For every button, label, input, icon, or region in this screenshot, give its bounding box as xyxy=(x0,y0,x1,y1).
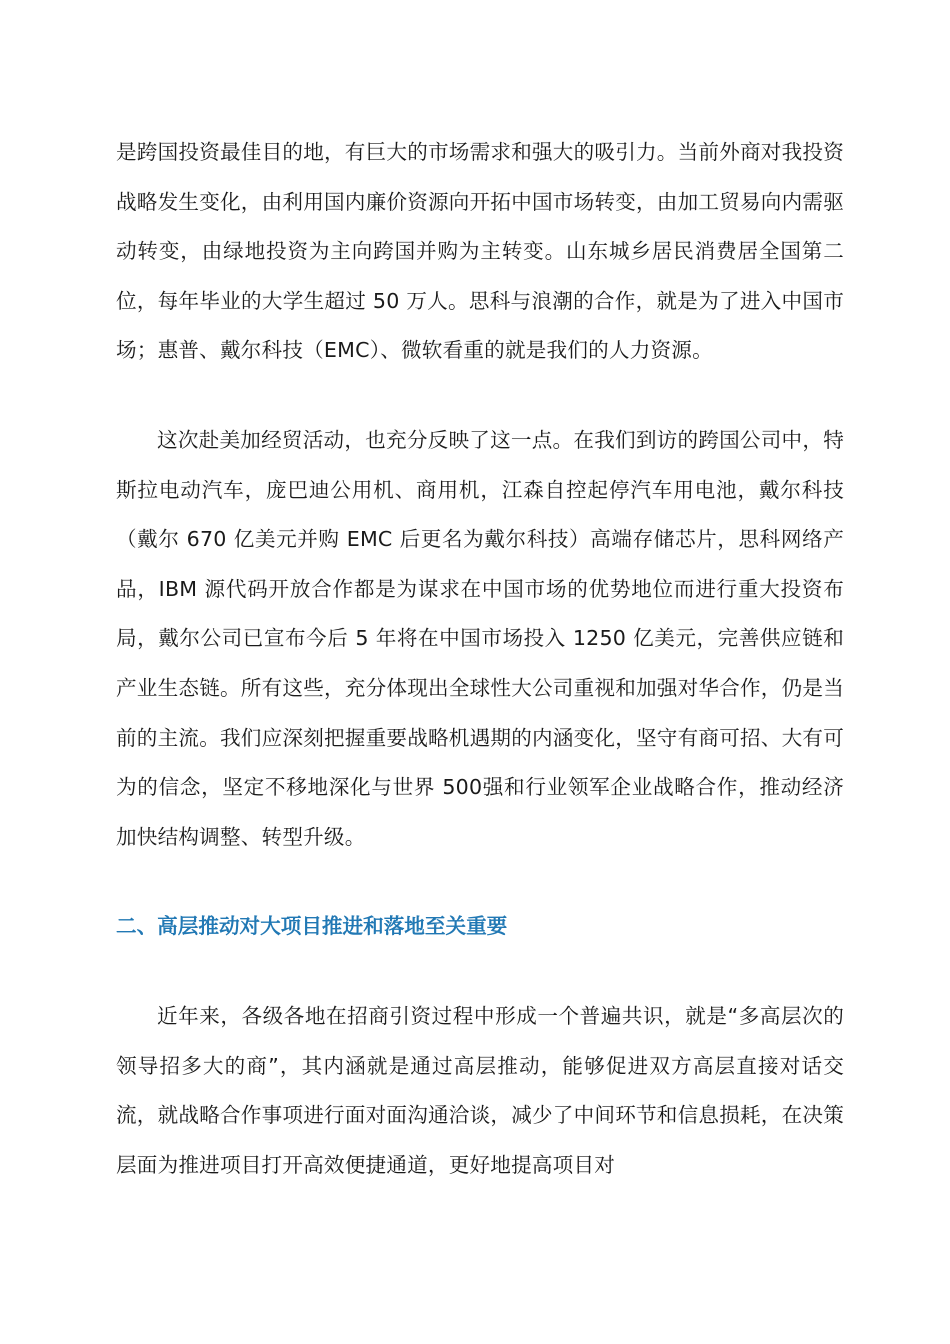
paragraph-gap xyxy=(116,952,844,992)
document-body xyxy=(116,128,844,1190)
paragraph-3: 近年来，各级各地在招商引资过程中形成一个普遍共识，就是“多高层次的领导招多大的商”，其内涵就是通过高层推动，能够促进双方高层直接对话交流，就战略合作事项进行面对面沟通洽谈，减少了中间环节和信息损耗，在决策层面为推进项目打开高效便捷通道，更好地提高项目对 xyxy=(116,1003,844,1177)
paragraph-1: 是跨国投资最佳目的地，有巨大的市场需求和强大的吸引力。当前外商对我投资战略发生变化，由利用国内廉价资源向开拓中国市场转变，由加工贸易向内需驱动转变，由绿地投资为主向跨国并购为主转变。山东城乡居民消费居全国第二位，每年毕业的大学生超过 50 万人。思科与浪潮的合作，就是为了进入中国市场；惠普、戴尔科技（EMC）、微软看重的就是我们的人力资源。 xyxy=(116,140,844,363)
paragraph-gap xyxy=(116,862,844,902)
section-heading: 二、高层推动对大项目推进和落地至关重要 xyxy=(116,914,508,939)
paragraph-gap xyxy=(116,376,844,416)
paragraph-2: 这次赴美加经贸活动，也充分反映了这一点。在我们到访的跨国公司中，特斯拉电动汽车，庞巴迪公用机、商用机，江森自控起停汽车用电池，戴尔科技（戴尔 670 亿美元并购 EMC 后更名为戴尔科技）高端存储芯片，思科网络产品，IBM 源代码开放合作都是为谋求在中国市场的优势地位而进行重大投资布局，戴尔公司已宣布今后 5 年将在中国市场投入 1250 亿美元，完善供应链和产业生态链。所有这些，充分体现出全球性大公司重视和加强对华合作，仍是当前的主流。我们应深刻把握重要战略机遇期的内涵变化，坚守有商可招、大有可为的信念，坚定不移地深化与世界 500强和行业领军企业战略合作，推动经济加快结构调整、转型升级。 xyxy=(116,427,844,849)
